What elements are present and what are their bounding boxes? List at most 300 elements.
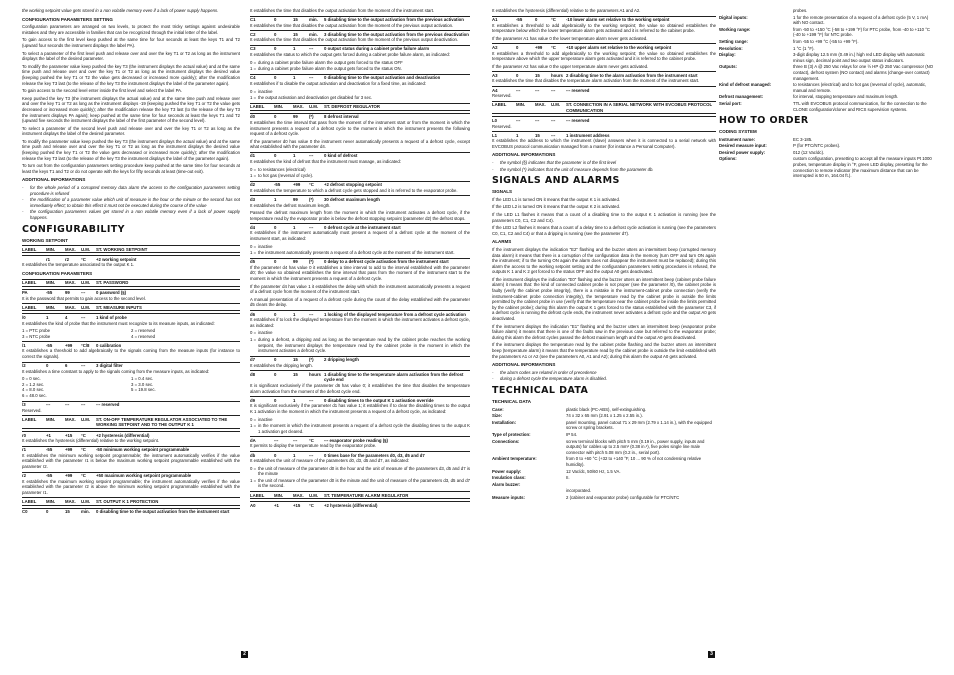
paragraph: It establishes a threshold to add algebraically to the signals coming from the measure inputs (for instance to correct the signals).: [22, 348, 240, 359]
paragraph: It establishes the time interval that pass from the moment of the instrument start or from the moment in which the instrument presents a request of a defrost cycle to the moment in which the instrument presents the following request of a defrost cycle.: [250, 119, 470, 137]
spec-row: [719, 143, 934, 149]
parameter-cell: 15: [293, 17, 298, 23]
list-item: [22, 197, 240, 208]
parameter-cell: U.M.: [309, 104, 319, 110]
parameter-cell: -10 lower alarm set relative to the working setpoint: [566, 17, 670, 23]
parameter-cell: (*): [309, 196, 314, 202]
spec-label: Desired measure input:: [719, 143, 767, 149]
parameter-cell: 1 instrument address: [566, 132, 610, 138]
parameter-cell: ---: [551, 117, 556, 123]
paragraph: It establishes the kind of defrost that the instrument must manage, as indicated:: [250, 158, 401, 164]
spec-row: [719, 39, 934, 45]
option-item: 3 = NTC probe: [22, 333, 51, 339]
list-marker: -: [22, 185, 24, 191]
parameter-cell: PA: [22, 290, 28, 296]
parameter-cell: LABEL: [22, 280, 37, 286]
parameter-cell: +2 defrost stopping setpoint: [324, 182, 382, 188]
spec-value: 74 x 32 x 65 mm (2.91 x 1.25 x 2.55 in.).: [566, 413, 643, 419]
spec-label: Desired power supply:: [719, 149, 766, 155]
spec-row: [492, 488, 716, 494]
paragraph: If the LED L1 is turned ON it means that the output K 1 is activated.: [492, 196, 621, 202]
parameter-cell: ---: [309, 46, 314, 52]
parameter-cell: ST. TEMPERATURE ALARM REGULATOR: [324, 492, 409, 498]
parameter-row: [492, 116, 716, 123]
section-heading: CONFIGURATION PARAMETERS: [22, 270, 93, 276]
paragraph: It establishes if to disable the output activation and deactivation for a fixed time, as indicated:: [250, 80, 427, 86]
parameter-row: [22, 255, 240, 262]
parameter-cell: (*): [309, 357, 314, 363]
section-heading: ALARMS: [492, 239, 512, 245]
parameter-cell: dA: [250, 437, 256, 443]
paragraph: It establishes the kind of probe that the instrument must recognize to its measure inputs, as indicated:: [22, 320, 215, 326]
parameter-cell: 3 digital filter: [96, 363, 123, 369]
option-item: 2 = reserved: [131, 328, 156, 334]
parameter-cell: r2: [65, 256, 70, 262]
parameter-cell: MAX.: [65, 498, 76, 504]
parameter-cell: ---: [516, 117, 521, 123]
paragraph: If the LED L2 is turned ON it means that the output K 2 is activated.: [492, 204, 621, 210]
list-item: [22, 185, 240, 196]
parameter-cell: 0: [274, 114, 277, 120]
parameter-row: [22, 341, 240, 348]
parameter-cell: +15: [293, 502, 301, 508]
parameter-cell: +99: [65, 342, 73, 348]
paragraph: It establishes if the instrument automatically must present a request of a defrost cycle at the moment of the instrument start, as indicated:: [250, 230, 470, 241]
spec-row: [719, 8, 934, 14]
parameter-cell: 1: [516, 132, 519, 138]
page-number-right: 3: [708, 651, 715, 658]
list-marker: -: [492, 369, 494, 375]
option-item: 1 = 0.4 sec.: [131, 376, 154, 382]
parameter-cell: (*): [309, 114, 314, 120]
paragraph: To select a parameter of the first level push and release over and over the key T1 or T2 as long as the instrument displays the label of the desired parameter.: [22, 50, 240, 62]
spec-row: [719, 64, 934, 81]
parameter-cell: d1: [250, 153, 256, 159]
parameter-row: [492, 86, 716, 93]
spec-label: [719, 8, 793, 14]
parameter-cell: 99: [65, 290, 70, 296]
parameter-cell: LABEL: [22, 246, 37, 252]
parameter-cell: /2: [22, 363, 26, 369]
parameter-cell: 0: [274, 31, 277, 37]
parameter-cell: LABEL: [22, 498, 37, 504]
parameter-cell: U.M.: [551, 102, 561, 108]
parameter-cell: MAX.: [65, 416, 76, 422]
parameter-cell: 0 disabling times to the output K 1 activation override: [324, 397, 434, 403]
parameter-cell: MIN.: [516, 102, 526, 108]
parameter-cell: 6: [65, 363, 68, 369]
parameter-cell: °C: [551, 44, 556, 50]
parameter-cell: +1: [274, 502, 279, 508]
parameter-cell: °C: [81, 447, 86, 453]
paragraph: It establishes the hysteresis (differential) relative to the working setpoint.: [22, 438, 160, 444]
list-item: [492, 167, 716, 173]
parameter-cell: 1: [293, 224, 296, 230]
parameter-table-header: [22, 303, 240, 311]
spec-value: for interval, stopping temperature and maximum length.: [793, 94, 899, 100]
parameter-cell: ST. WORKING SETPOINT: [96, 246, 148, 252]
parameter-cell: --- reserved: [566, 87, 590, 93]
parameter-cell: ---: [81, 314, 86, 320]
spec-row: [719, 150, 934, 156]
column-1: [22, 8, 240, 668]
list-marker: 0 =: [250, 88, 257, 94]
parameter-cell: 15: [293, 357, 298, 363]
parameter-row: [250, 451, 470, 458]
parameter-cell: 1: [293, 153, 296, 159]
paragraph: It establishes the temperature to which a defrost cycle gets stopped and it is referred to the evaporator probe.: [250, 187, 458, 193]
parameter-cell: C1: [250, 17, 256, 23]
parameter-cell: -55: [46, 447, 53, 453]
parameter-cell: LABEL: [250, 492, 265, 498]
parameter-table-header: [250, 491, 470, 499]
paragraph: It establishes the minimum working setpoint programmable; the instrument automatically verifies if the value established with the parameter r1 is below the maximum working setpoint programmable established with the parameter r2.: [22, 452, 240, 469]
spec-row: [492, 439, 716, 456]
parameter-cell: d6: [250, 311, 256, 317]
parameter-cell: LABEL: [22, 416, 37, 422]
option-list: [22, 376, 240, 398]
section-heading: ADDITIONAL INFORMATIONS: [492, 362, 556, 368]
parameter-cell: U.M.: [81, 416, 91, 422]
spec-label: Working range:: [719, 26, 751, 32]
parameter-cell: °C: [81, 473, 86, 479]
list-text: the instrument automatically presents a request of a defrost cycle at the moment of the instrument start.: [258, 250, 455, 256]
paragraph: If the parameter A2 has value 0 the upper temperature alarm never gets activated.: [492, 63, 649, 69]
parameter-cell: ST. MEASURE INPUTS: [96, 304, 142, 310]
parameter-cell: 0: [274, 17, 277, 23]
section-heading: ADDITIONAL INFORMATIONS: [22, 177, 86, 183]
parameter-cell: MIN.: [274, 104, 284, 110]
parameter-cell: MAX.: [293, 492, 304, 498]
spec-value: EC 3-185.: [793, 136, 813, 142]
parameter-row: [492, 131, 716, 138]
parameter-cell: MIN.: [46, 246, 56, 252]
paragraph: It establishes the time that disables the output activation from the moment of the instrument start.: [250, 8, 435, 13]
parameter-cell: 0: [274, 311, 277, 317]
list-marker: 1 =: [250, 423, 257, 429]
parameter-cell: 1: [293, 311, 296, 317]
paragraph: the working setpoint value gets stored in a non volatile memory even if a lack of power supply happens.: [22, 8, 219, 13]
paragraph: It establishes the time that disables the output activation from the moment of the previous output deactivation.: [250, 37, 459, 43]
parameter-row: [22, 289, 240, 296]
parameter-cell: 1: [274, 196, 277, 202]
list-item: [250, 173, 470, 179]
spec-row: [492, 495, 716, 501]
parameter-row: [22, 446, 240, 453]
list-text: to resistances (electrical): [258, 166, 306, 172]
parameter-cell: 0: [274, 371, 277, 377]
parameter-cell: ---: [309, 452, 314, 458]
parameter-cell: C0: [22, 509, 28, 515]
list-text: for the whole period of a corrupted memory data alarm the access to the configuration parameters setting procedure is refused: [30, 185, 240, 196]
parameter-cell: 0 output status during a cabinet probe failure alarm: [324, 46, 430, 52]
parameter-cell: 1: [46, 314, 49, 320]
spec-label: Case:: [492, 406, 504, 412]
parameter-row: [22, 431, 240, 438]
parameter-row: [22, 472, 240, 479]
spec-label: Measure inputs:: [492, 494, 525, 500]
paragraph: If the parameter A1 has value 0 the lower temperature alarm never gets activated.: [492, 35, 648, 41]
parameter-cell: 15: [65, 509, 70, 515]
parameter-cell: 8 defrost interval: [324, 114, 359, 120]
paragraph: To select a parameter of the second level push and release over and over the key T1 or T2 as long as the instrument displays the label of the desired parameter.: [22, 125, 240, 137]
spec-row: [719, 46, 934, 52]
parameter-cell: ST. DEFROST REGULATOR: [324, 104, 380, 110]
paragraph: If the parameter d0 has value 0 the instrument never automatically presents a request of a defrost cycle, except what established with the parameter d4.: [250, 138, 470, 150]
parameter-cell: ---: [309, 224, 314, 230]
parameter-cell: -55: [46, 342, 53, 348]
parameter-cell: U.M.: [309, 492, 319, 498]
spec-row: [719, 137, 934, 143]
parameter-cell: ---: [46, 402, 51, 408]
parameter-row: [250, 16, 470, 23]
list-marker: 1 =: [250, 250, 257, 256]
page-number-left: 2: [241, 651, 248, 658]
parameter-cell: 0 calibration: [96, 342, 122, 348]
option-item: 4 = reserved: [131, 333, 156, 339]
section-heading: CODING SYSTEM: [719, 129, 757, 135]
chapter-title: SIGNALS AND ALARMS: [492, 175, 620, 187]
option-item: 1 = PTC probe: [22, 328, 51, 334]
parameter-cell: ---: [309, 397, 314, 403]
parameter-cell: +50 maximum working setpoint programmable: [96, 473, 192, 479]
paragraph: It establishes the dripping length.: [250, 362, 313, 368]
list-text: during a defrost, a dripping and as long as the temperature read by the cabinet probe reaches the working setpoint, the instrument displays the temperature read by the cabinet probe in the moment in which the instrument activates a defrost cycle.: [258, 336, 470, 354]
parameter-cell: 0: [274, 224, 277, 230]
spec-value: 12 Vac/dc, 50/60 Hz, 1.5 VA.: [566, 468, 621, 474]
paragraph: If the instrument displays the indication "E0" flashing and the buzzer utters an intermittent beep (cabinet probe failure alarm) it means that: the kind of connected cabinet probe is not proper (see the parameter /0), the cabinet probe is faulty (verify the cabinet probe integrity), there is a mistake in the instrument-cabinet probe connection (verify the instrument-cabinet probe connection integrity), the temperature read by the cabinet probe is outside the limits permitted by the cabinet probe in use (verify that the temperature near the cabinet probe be inside the limits permitted by the cabinet probe); during this alarm the output K 1 gets forced to the status established with the parameter C3, if a defrost cycle is running the defrost cycle ends, the instrument never activates a defrost cycle and the output A0 gets deactivated.: [492, 276, 716, 322]
parameter-row: [22, 313, 240, 320]
parameter-cell: min.: [309, 17, 318, 23]
parameter-cell: ST. PASSWORD: [96, 280, 129, 286]
parameter-cell: 0: [516, 72, 519, 78]
spec-value: to resistances (electrical) and to hot gas (reversal of cycle), automatic, manual and remote.: [793, 82, 927, 93]
list-marker: 1 =: [250, 173, 257, 179]
chapter-title: HOW TO ORDER: [719, 115, 809, 127]
list-text: the unit of measure of the parameter d0 is the minute and the unit of measure of the parameters d3, d5 and d7 is the second.: [258, 477, 470, 489]
list-text: inactive: [258, 416, 273, 422]
parameter-cell: 15: [535, 132, 540, 138]
parameter-cell: 99: [293, 259, 298, 265]
parameter-cell: ST. ON-OFF TEMPERATURE REGULATOR ASSOCIATED TO THE WORKING SETPOINT AND TO THE OUTPUT K 1: [96, 416, 228, 428]
paragraph: It establishes a threshold to add algebraically to the working setpoint; the value so obtained establishes the temperature above which the upper temperature alarm gets activated and it is referred to the cabinet probe.: [492, 50, 716, 62]
paragraph: Passed the defrost maximum length from the moment in which the instrument activates a defrost cycle, if the temperature read by the evaporator probe is below the defrost stopping setpoint (parameter d2) the defrost stops.: [250, 210, 470, 221]
parameter-cell: C2: [250, 31, 256, 37]
option-item: 5 = 19.8 sec.: [131, 387, 156, 393]
paragraph: A manual presentation of a request of a defrost cycle during the count of the delay established with the parameter d5 clears the delay.: [250, 296, 470, 308]
list-item: [250, 330, 470, 336]
parameter-cell: °C: [309, 182, 314, 188]
parameter-cell: LABEL: [22, 304, 37, 310]
option-item: 0 = 0 sec.: [22, 376, 41, 382]
paragraph: Reserved.: [492, 123, 512, 129]
paragraph: It establishes the defrost maximum length.: [250, 202, 331, 208]
paragraph: Configuration parameters are arranged on two levels, to protect the most tricky settings against undesirable mistakes and they are accessible in families that can be recognized through the initial letter of the label.: [22, 24, 240, 35]
parameter-cell: r2: [22, 473, 27, 479]
list-text: the alarm codes are related in order of precedence: [500, 369, 597, 375]
parameter-cell: 0: [274, 153, 277, 159]
parameter-row: [250, 45, 470, 52]
parameter-cell: MIN.: [46, 280, 56, 286]
parameter-cell: r1: [22, 447, 27, 453]
parameter-cell: 15: [293, 31, 298, 37]
parameter-cell: 1 kind of probe: [96, 314, 127, 320]
option-item: 2 = 1.2 sec.: [22, 381, 45, 387]
list-marker: 0 =: [250, 243, 257, 249]
paragraph: If the parameter d4 has value 0 it establishes a time interval to add to the interval established with the parameter d0; the value so obtained establishes the time interval that pass from the moment of the instrument start to the moment in which the instrument presents a request of a defrost cycle.: [250, 264, 470, 282]
parameter-cell: °C: [309, 502, 314, 508]
spec-row: [719, 94, 934, 100]
parameter-cell: hours: [551, 72, 563, 78]
parameter-cell: ST. OUTPUT K 1 PROTECTION: [96, 498, 159, 504]
option-item: [131, 393, 240, 399]
parameter-cell: U.M.: [81, 246, 91, 252]
parameter-cell: -50 minimum working setpoint programmable: [96, 447, 190, 453]
spec-value: from -55 to +99 °C (-55 to +99 °F).: [793, 38, 859, 44]
parameter-row: [250, 113, 470, 120]
list-marker: 1 =: [250, 477, 257, 483]
spec-value: II.: [566, 475, 570, 481]
spec-row: [719, 156, 934, 178]
parameter-cell: ---: [81, 290, 86, 296]
paragraph: It establishes the unit of measure of the parameters d0, d3, d5 and d7, as indicated:: [250, 458, 410, 464]
paragraph: It establishes the temperature associated to the output K 1.: [22, 262, 135, 268]
paragraph: It is significant exclusively if the parameter d1 has value 1; it establishes if to clear the disabling times to the output K 1 activation in the moment in which the instrument presents a request of a defrost cycle, as indicated:: [250, 403, 470, 414]
parameter-cell: -55: [46, 473, 53, 479]
parameter-row: [250, 356, 470, 363]
list-item: [492, 370, 716, 376]
parameter-table-header: [492, 101, 716, 115]
parameter-table-header: [22, 497, 240, 505]
spec-row: [719, 27, 934, 38]
parameter-cell: ---: [81, 402, 86, 408]
parameter-row: [250, 181, 470, 188]
spec-value: probes.: [793, 8, 808, 13]
parameter-cell: 0: [516, 44, 519, 50]
spec-row: [492, 456, 716, 467]
parameter-cell: +99: [65, 447, 73, 453]
list-text: inactive: [258, 330, 273, 336]
parameter-cell: /0: [22, 314, 26, 320]
parameter-cell: ---: [516, 87, 521, 93]
spec-row: [492, 407, 716, 413]
paragraph: It establishes the status to which the output gets forced during a cabinet probe failure alarm, as indicated:: [250, 52, 450, 58]
parameter-cell: MAX.: [65, 304, 76, 310]
parameter-cell: 1: [293, 397, 296, 403]
parameter-cell: LABEL: [250, 104, 265, 110]
spec-value: from -50 to +150 °C (-58 to +199 °F) for PTC probe, from -40 to +110 °C (-40 to +199 °F) for NTC probe.: [793, 26, 931, 38]
spec-label: Installation:: [492, 419, 517, 425]
parameter-cell: +99: [293, 182, 301, 188]
list-item: [250, 417, 470, 423]
spec-value: [566, 482, 716, 488]
parameter-row: [250, 501, 470, 508]
list-marker: -: [492, 159, 494, 165]
parameter-row: [250, 152, 470, 159]
spec-row: [719, 15, 934, 26]
parameter-cell: U.M.: [81, 304, 91, 310]
paragraph: It establishes the hysteresis (differential) relative to the parameters A1 and A2.: [492, 8, 641, 13]
parameter-cell: +15: [65, 432, 73, 438]
parameter-cell: 1 disabling time to the temperature alarm activation from the defrost cycle end: [324, 371, 464, 383]
parameter-cell: L1: [492, 132, 498, 138]
spec-label: Defrost management:: [719, 94, 764, 100]
paragraph: Keep pushed the key T3 (the instrument displays the actual value) and at the same time push and release over and over the key T1 or T2 as long as the instrument displays -19 (keeping pushed the key T1 or T2 the value gets decreased or increased more quickly); after the modification release the key T3 last (to the release of the key T3 the instrument displays PA again); keep pushed at the same time for four seconds at least the keys T1 and T2 (upward five seconds the instrument displays the label of the first parameter of the second level).: [22, 95, 240, 124]
parameter-cell: A4: [492, 87, 498, 93]
parameter-cell: min.: [309, 31, 318, 37]
parameter-row: [250, 436, 470, 443]
parameter-cell: 0 delay to a defrost cycle activation from the instrument start: [324, 259, 449, 265]
paragraph: If the instrument displays the temperature read by the cabinet probe flashing and the buzzer utters an intermittent beep (temperature alarm) it means that the temperature read by the cabinet probe is outside the limit established with the parameters A1 or A2 (see the parameters A0, A1 and A2); during this alarm the output A0 gets activated.: [492, 342, 716, 359]
column-2: [250, 8, 470, 668]
parameter-cell: -55: [46, 290, 53, 296]
parameter-cell: ---: [309, 153, 314, 159]
section-heading: WORKING SETPOINT: [22, 237, 68, 243]
list-marker: -: [492, 166, 494, 172]
parameter-row: [250, 310, 470, 317]
list-item: [492, 376, 716, 382]
spec-label: Resolution:: [719, 45, 743, 51]
list-item: [250, 337, 470, 354]
spec-label: Alarm buzzer:: [492, 481, 521, 487]
parameter-cell: MAX.: [65, 280, 76, 286]
parameter-cell: 1: [293, 452, 296, 458]
section-heading: SIGNALS: [492, 189, 513, 195]
parameter-row: [250, 258, 470, 265]
parameter-cell: ---: [293, 437, 298, 443]
parameter-cell: ST. CONNECTION IN A SERIAL NETWORK WITH EVCOBUS PROTOCOL COMMUNICATION: [566, 102, 713, 113]
spec-row: [492, 469, 716, 475]
list-marker: 1 =: [250, 336, 257, 342]
spec-row: [492, 475, 716, 481]
chapter-title: CONFIGURABILITY: [22, 223, 125, 235]
parameter-cell: d5: [250, 259, 256, 265]
list-item: [250, 167, 470, 173]
spec-value: TTL with EVCOBUS protocol communication, for the connection to the CLONE configuration/cloner and RICS supervision systems.: [793, 100, 927, 112]
option-item: 6 = 48.0 sec.: [22, 393, 47, 399]
paragraph: It is significant exclusively if the parameter d6 has value 0; it establishes the time that disables the temperature alarm activation from the moment of the defrost cycle end.: [250, 383, 470, 394]
parameter-cell: 15: [535, 72, 540, 78]
spec-value: incorporated.: [566, 488, 592, 494]
parameter-cell: 0: [46, 509, 49, 515]
list-text: the output activation and deactivation get disabled for 3 sec.: [258, 95, 373, 101]
parameter-row: [250, 30, 470, 37]
section-heading: TECHNICAL DATA: [492, 398, 531, 404]
spec-row: [492, 413, 716, 419]
list-item: [250, 250, 470, 256]
spec-value: plastic black (PC-ABS), self-extinguishing.: [566, 406, 647, 412]
paragraph: It establishes the time that disables the temperature alarm activation from the moment of the instrument start.: [492, 78, 700, 84]
parameter-cell: +99: [65, 473, 73, 479]
list-item: [22, 209, 240, 220]
parameter-cell: 0 disabling time to the output activation from the instrument start: [96, 509, 230, 515]
parameter-cell: 1: [293, 75, 296, 81]
parameter-cell: 2 dripping length: [324, 357, 359, 363]
parameter-cell: d7: [250, 357, 256, 363]
column-3: [492, 8, 716, 668]
parameter-cell: --- reserved: [566, 117, 590, 123]
spec-value: P (for PTC/NTC probes).: [793, 143, 841, 149]
parameter-cell: -55: [516, 17, 523, 23]
parameter-cell: A1: [492, 17, 498, 23]
parameter-cell: 4: [65, 314, 68, 320]
spec-value: from 0 to +60 °C (+32 to +140 °F, 10 ... 90 % of not condensing relative humidity).: [566, 456, 702, 467]
parameter-cell: --- reserved: [96, 402, 120, 408]
spec-value: custom configuration, presetting to accept all the measure inputs Pt 1000 probes, temperature display in °F, green LED display, presetting for the connection to remote indicator (the maximum distance that can be interrupted is 50 m, 164.04 ft.).: [793, 156, 932, 179]
parameter-cell: /3: [22, 402, 26, 408]
parameter-cell: C3: [250, 46, 256, 52]
list-marker: -: [22, 209, 24, 215]
